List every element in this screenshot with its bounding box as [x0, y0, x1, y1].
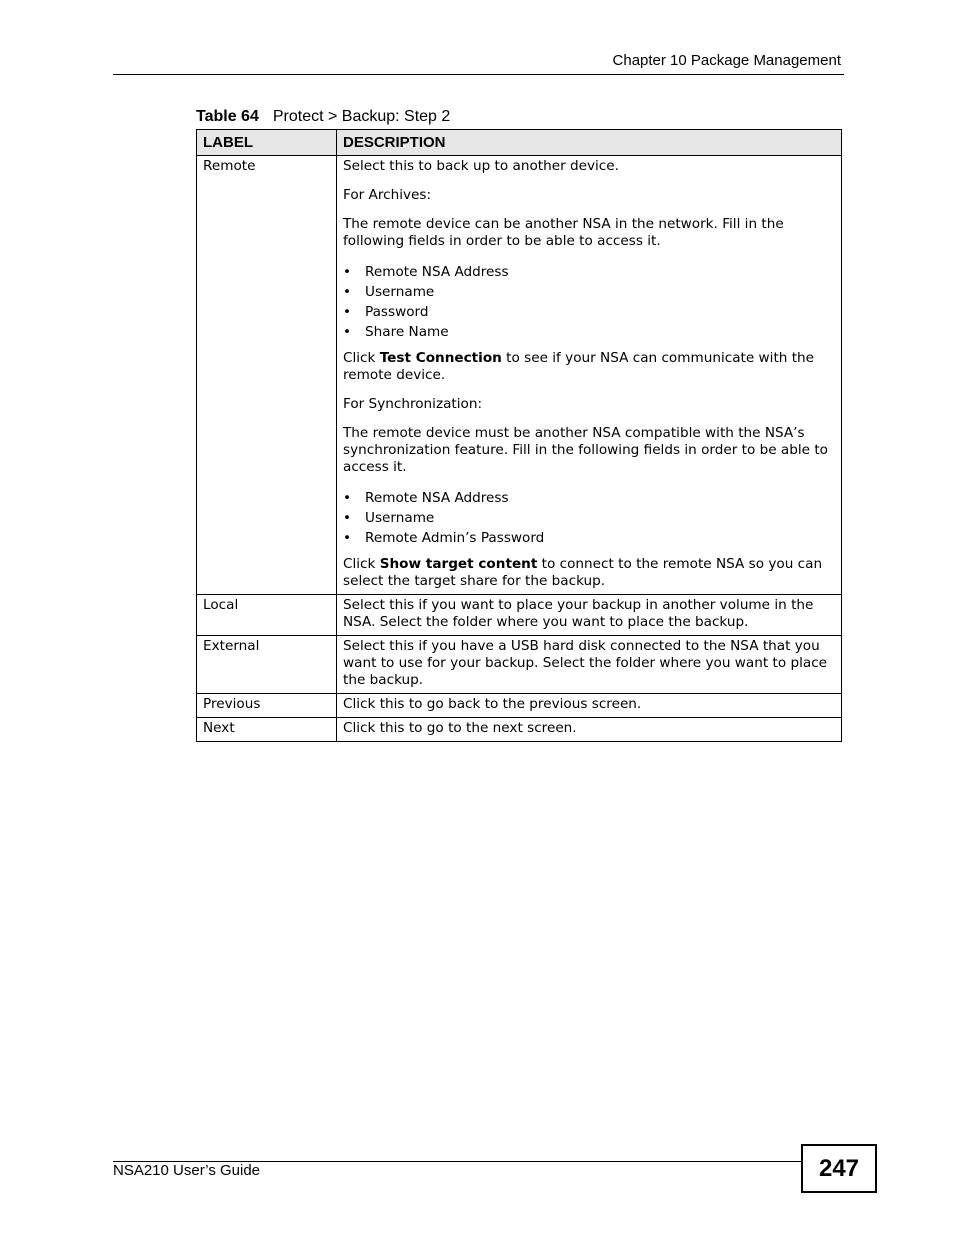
row-description: Select this if you want to place your backup in another volume in the NSA. Select the folder where you want to place the backup. — [337, 595, 842, 636]
list-item: • Password — [365, 302, 835, 322]
row-label: Previous — [197, 694, 337, 718]
row-description: Click this to go to the next screen. — [337, 718, 842, 742]
table-header-row — [197, 130, 842, 156]
text-span: to see if your NSA can communicate with the remote device. — [343, 350, 815, 383]
list-item: • Share Name — [365, 322, 835, 342]
text-span: Click — [343, 556, 380, 572]
column-header-label: LABEL — [197, 130, 337, 156]
chapter-header: Chapter 10 Package Management — [612, 52, 841, 69]
column-header-description: DESCRIPTION — [337, 130, 842, 156]
header-divider — [113, 74, 844, 75]
table-title: Protect > Backup: Step 2 — [272, 108, 451, 125]
row-label: External — [197, 636, 337, 694]
test-connection-term: Test Connection — [379, 350, 502, 366]
table-row-previous — [197, 694, 842, 718]
row-label: Local — [197, 595, 337, 636]
text-span: Click — [343, 350, 380, 366]
description-paragraph: The remote device can be another NSA in the network. Fill in the following fields in order to be able to access it. — [343, 216, 784, 249]
table-row-remote — [197, 156, 842, 595]
description-paragraph: The remote device must be another NSA compatible with the NSA’s synchronization feature. Fill in the following fields in order to be able to access it. — [343, 425, 828, 475]
list-item: • Username — [365, 282, 835, 302]
table-caption — [196, 108, 450, 126]
description-paragraph: For Archives: — [343, 187, 432, 203]
list-item: • Remote Admin’s Password — [365, 528, 835, 548]
text-span: to connect to the remote NSA so you can select the target share for the backup. — [343, 556, 823, 589]
backup-step2-table — [196, 129, 842, 742]
row-description — [337, 156, 842, 595]
row-label: Remote — [197, 156, 337, 595]
row-description: Click this to go back to the previous screen. — [337, 694, 842, 718]
table-row-next — [197, 718, 842, 742]
description-paragraph: For Synchronization: — [343, 396, 483, 412]
table-row-local — [197, 595, 842, 636]
guide-title: NSA210 User’s Guide — [113, 1162, 261, 1179]
row-description: Select this if you have a USB hard disk connected to the NSA that you want to use for your backup. Select the folder where you want to place the backup. — [337, 636, 842, 694]
description-paragraph: Select this to back up to another device. — [343, 158, 619, 174]
list-item: • Remote NSA Address — [365, 488, 835, 508]
list-item: • Remote NSA Address — [365, 262, 835, 282]
show-target-content-term: Show target content — [379, 556, 538, 572]
page-number: 247 — [801, 1144, 877, 1193]
sync-fields-list — [343, 488, 835, 548]
archive-fields-list — [343, 262, 835, 342]
table-number: Table 64 — [196, 108, 259, 125]
list-item: • Username — [365, 508, 835, 528]
table-row-external — [197, 636, 842, 694]
description-paragraph — [343, 556, 835, 590]
row-label: Next — [197, 718, 337, 742]
description-paragraph — [343, 350, 835, 384]
